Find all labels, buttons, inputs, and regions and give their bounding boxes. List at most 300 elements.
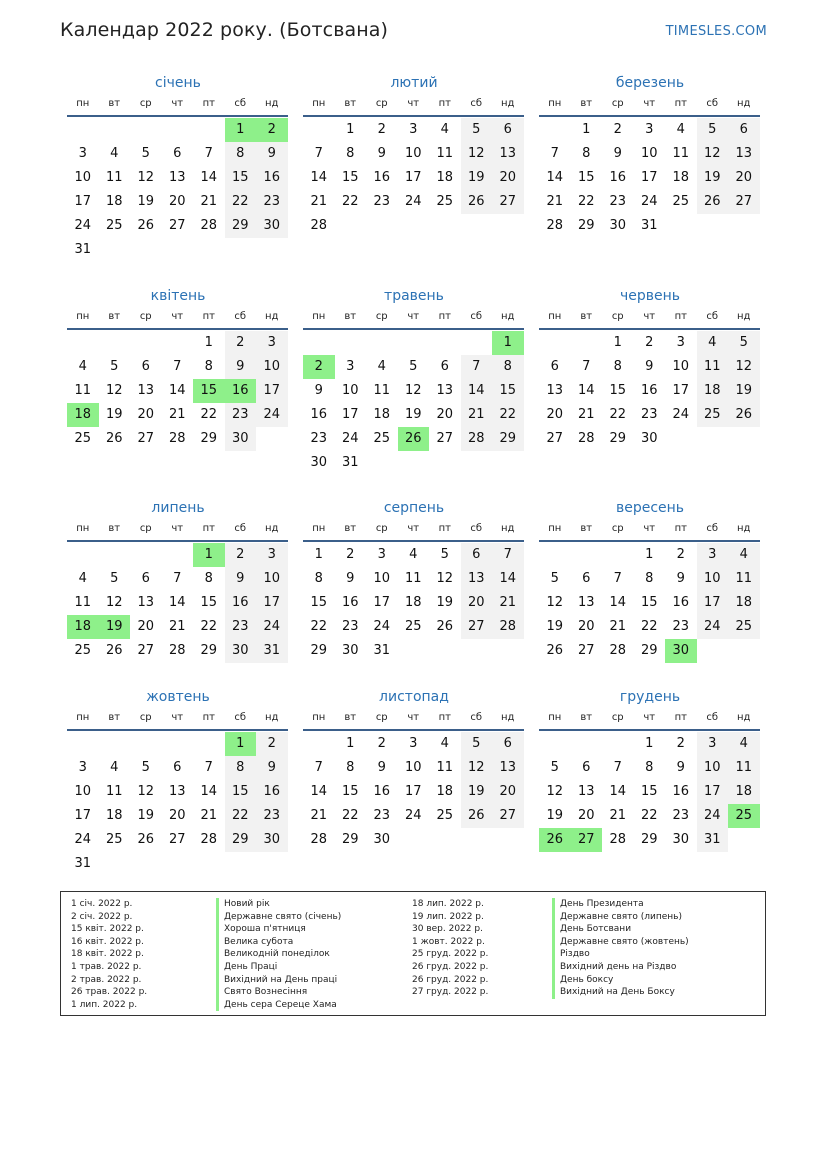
day-cell[interactable]: 15 — [225, 780, 257, 804]
day-cell[interactable]: 16 — [256, 166, 288, 190]
day-cell[interactable]: 15 — [310, 595, 328, 610]
day-cell[interactable]: 25 — [697, 403, 729, 427]
day-cell[interactable]: 20 — [546, 407, 564, 422]
day-cell[interactable]: 5 — [550, 760, 559, 775]
day-cell[interactable]: 24 — [640, 194, 658, 209]
day-cell[interactable]: 7 — [314, 146, 323, 161]
day-cell[interactable]: 22 — [200, 619, 218, 634]
day-cell[interactable]: 12 — [697, 142, 729, 166]
day-cell[interactable]: 6 — [440, 359, 449, 374]
day-cell[interactable]: 21 — [492, 591, 524, 615]
day-cell[interactable]: 14 — [310, 784, 328, 799]
day-cell[interactable]: 18 — [728, 591, 760, 615]
day-cell[interactable]: 24 — [74, 218, 92, 233]
day-cell[interactable]: 17 — [697, 591, 729, 615]
day-cell[interactable]: 12 — [461, 756, 493, 780]
day-cell[interactable]: 9 — [377, 760, 386, 775]
day-cell[interactable]: 7 — [173, 359, 182, 374]
day-cell[interactable]: 6 — [141, 571, 150, 586]
day-cell[interactable]: 1 — [193, 543, 225, 567]
day-cell[interactable]: 24 — [256, 615, 288, 639]
day-cell[interactable]: 30 — [310, 455, 328, 470]
day-cell[interactable]: 1 — [346, 736, 355, 751]
day-cell[interactable]: 1 — [225, 732, 257, 756]
day-cell[interactable]: 24 — [697, 804, 729, 828]
day-cell[interactable]: 26 — [728, 403, 760, 427]
day-cell[interactable]: 10 — [697, 567, 729, 591]
day-cell[interactable]: 15 — [341, 170, 359, 185]
day-cell[interactable]: 1 — [613, 335, 622, 350]
day-cell[interactable]: 19 — [461, 780, 493, 804]
day-cell[interactable]: 5 — [697, 118, 729, 142]
day-cell[interactable]: 11 — [672, 146, 690, 161]
day-cell[interactable]: 11 — [436, 760, 454, 775]
day-cell[interactable]: 14 — [577, 383, 595, 398]
day-cell[interactable]: 3 — [377, 547, 386, 562]
day-cell[interactable]: 23 — [310, 431, 328, 446]
day-cell[interactable]: 10 — [256, 355, 288, 379]
day-cell[interactable]: 18 — [728, 780, 760, 804]
day-cell[interactable]: 30 — [341, 643, 359, 658]
day-cell[interactable]: 5 — [110, 359, 119, 374]
day-cell[interactable]: 25 — [74, 431, 92, 446]
day-cell[interactable]: 11 — [404, 571, 422, 586]
day-cell[interactable]: 12 — [105, 595, 123, 610]
day-cell[interactable]: 29 — [640, 832, 658, 847]
day-cell[interactable]: 17 — [256, 379, 288, 403]
day-cell[interactable]: 26 — [398, 427, 430, 451]
day-cell[interactable]: 30 — [640, 431, 658, 446]
day-cell[interactable]: 5 — [141, 146, 150, 161]
day-cell[interactable]: 25 — [373, 431, 391, 446]
day-cell[interactable]: 2 — [676, 547, 685, 562]
day-cell[interactable]: 27 — [436, 431, 454, 446]
day-cell[interactable]: 1 — [314, 547, 323, 562]
day-cell[interactable]: 21 — [168, 407, 186, 422]
day-cell[interactable]: 21 — [461, 403, 493, 427]
day-cell[interactable]: 20 — [728, 166, 760, 190]
day-cell[interactable]: 1 — [492, 331, 524, 355]
day-cell[interactable]: 12 — [546, 595, 564, 610]
day-cell[interactable]: 19 — [461, 166, 493, 190]
day-cell[interactable]: 20 — [137, 407, 155, 422]
day-cell[interactable]: 6 — [173, 146, 182, 161]
day-cell[interactable]: 24 — [697, 615, 729, 639]
day-cell[interactable]: 5 — [461, 118, 493, 142]
day-cell[interactable]: 26 — [137, 832, 155, 847]
day-cell[interactable]: 22 — [310, 619, 328, 634]
day-cell[interactable]: 15 — [640, 595, 658, 610]
day-cell[interactable]: 3 — [409, 736, 418, 751]
day-cell[interactable]: 5 — [110, 571, 119, 586]
day-cell[interactable]: 23 — [672, 808, 690, 823]
day-cell[interactable]: 15 — [341, 784, 359, 799]
day-cell[interactable]: 7 — [204, 760, 213, 775]
day-cell[interactable]: 30 — [672, 832, 690, 847]
day-cell[interactable]: 29 — [200, 643, 218, 658]
day-cell[interactable]: 17 — [256, 591, 288, 615]
day-cell[interactable]: 19 — [546, 808, 564, 823]
day-cell[interactable]: 28 — [310, 218, 328, 233]
day-cell[interactable]: 4 — [676, 122, 685, 137]
day-cell[interactable]: 7 — [314, 760, 323, 775]
day-cell[interactable]: 27 — [168, 832, 186, 847]
day-cell[interactable]: 4 — [728, 543, 760, 567]
day-cell[interactable]: 13 — [577, 784, 595, 799]
day-cell[interactable]: 14 — [461, 379, 493, 403]
day-cell[interactable]: 15 — [609, 383, 627, 398]
day-cell[interactable]: 27 — [137, 643, 155, 658]
day-cell[interactable]: 4 — [728, 732, 760, 756]
day-cell[interactable]: 10 — [404, 760, 422, 775]
day-cell[interactable]: 13 — [461, 567, 493, 591]
day-cell[interactable]: 10 — [373, 571, 391, 586]
day-cell[interactable]: 12 — [546, 784, 564, 799]
day-cell[interactable]: 8 — [225, 142, 257, 166]
day-cell[interactable]: 14 — [200, 784, 218, 799]
day-cell[interactable]: 9 — [256, 142, 288, 166]
day-cell[interactable]: 6 — [492, 732, 524, 756]
day-cell[interactable]: 7 — [173, 571, 182, 586]
day-cell[interactable]: 25 — [436, 808, 454, 823]
day-cell[interactable]: 26 — [461, 190, 493, 214]
day-cell[interactable]: 20 — [461, 591, 493, 615]
day-cell[interactable]: 27 — [137, 431, 155, 446]
day-cell[interactable]: 16 — [640, 383, 658, 398]
day-cell[interactable]: 28 — [609, 643, 627, 658]
day-cell[interactable]: 2 — [613, 122, 622, 137]
day-cell[interactable]: 15 — [492, 379, 524, 403]
day-cell[interactable]: 4 — [440, 736, 449, 751]
day-cell[interactable]: 26 — [461, 804, 493, 828]
day-cell[interactable]: 10 — [672, 359, 690, 374]
day-cell[interactable]: 22 — [200, 407, 218, 422]
day-cell[interactable]: 26 — [697, 190, 729, 214]
day-cell[interactable]: 16 — [373, 784, 391, 799]
day-cell[interactable]: 5 — [461, 732, 493, 756]
day-cell[interactable]: 29 — [225, 214, 257, 238]
day-cell[interactable]: 8 — [346, 146, 355, 161]
day-cell[interactable]: 8 — [225, 756, 257, 780]
day-cell[interactable]: 24 — [404, 194, 422, 209]
day-cell[interactable]: 18 — [672, 170, 690, 185]
day-cell[interactable]: 11 — [697, 355, 729, 379]
day-cell[interactable]: 16 — [672, 784, 690, 799]
day-cell[interactable]: 4 — [377, 359, 386, 374]
day-cell[interactable]: 14 — [609, 784, 627, 799]
day-cell[interactable]: 4 — [110, 760, 119, 775]
day-cell[interactable]: 9 — [676, 760, 685, 775]
day-cell[interactable]: 8 — [645, 571, 654, 586]
day-cell[interactable]: 18 — [105, 808, 123, 823]
day-cell[interactable]: 5 — [550, 571, 559, 586]
day-cell[interactable]: 15 — [200, 595, 218, 610]
day-cell[interactable]: 25 — [105, 832, 123, 847]
day-cell[interactable]: 22 — [225, 804, 257, 828]
day-cell[interactable]: 11 — [728, 567, 760, 591]
day-cell[interactable]: 21 — [168, 619, 186, 634]
day-cell[interactable]: 17 — [404, 170, 422, 185]
day-cell[interactable]: 22 — [640, 619, 658, 634]
day-cell[interactable]: 23 — [373, 808, 391, 823]
day-cell[interactable]: 11 — [105, 170, 123, 185]
day-cell[interactable]: 31 — [341, 455, 359, 470]
day-cell[interactable]: 18 — [404, 595, 422, 610]
day-cell[interactable]: 19 — [137, 808, 155, 823]
day-cell[interactable]: 16 — [609, 170, 627, 185]
day-cell[interactable]: 15 — [577, 170, 595, 185]
day-cell[interactable]: 17 — [404, 784, 422, 799]
day-cell[interactable]: 8 — [346, 760, 355, 775]
day-cell[interactable]: 23 — [341, 619, 359, 634]
day-cell[interactable]: 20 — [168, 194, 186, 209]
day-cell[interactable]: 7 — [582, 359, 591, 374]
day-cell[interactable]: 2 — [303, 355, 335, 379]
day-cell[interactable]: 1 — [645, 736, 654, 751]
day-cell[interactable]: 9 — [676, 571, 685, 586]
day-cell[interactable]: 30 — [225, 639, 257, 663]
day-cell[interactable]: 8 — [492, 355, 524, 379]
day-cell[interactable]: 22 — [640, 808, 658, 823]
day-cell[interactable]: 13 — [168, 784, 186, 799]
day-cell[interactable]: 25 — [728, 615, 760, 639]
day-cell[interactable]: 18 — [373, 407, 391, 422]
day-cell[interactable]: 11 — [373, 383, 391, 398]
day-cell[interactable]: 21 — [609, 619, 627, 634]
day-cell[interactable]: 26 — [436, 619, 454, 634]
day-cell[interactable]: 20 — [577, 808, 595, 823]
day-cell[interactable]: 14 — [492, 567, 524, 591]
day-cell[interactable]: 26 — [105, 643, 123, 658]
day-cell[interactable]: 29 — [225, 828, 257, 852]
day-cell[interactable]: 11 — [728, 756, 760, 780]
day-cell[interactable]: 14 — [200, 170, 218, 185]
day-cell[interactable]: 1 — [645, 547, 654, 562]
day-cell[interactable]: 29 — [492, 427, 524, 451]
day-cell[interactable]: 18 — [436, 784, 454, 799]
day-cell[interactable]: 10 — [341, 383, 359, 398]
day-cell[interactable]: 24 — [672, 407, 690, 422]
day-cell[interactable]: 31 — [256, 639, 288, 663]
day-cell[interactable]: 3 — [645, 122, 654, 137]
day-cell[interactable]: 28 — [310, 832, 328, 847]
day-cell[interactable]: 8 — [582, 146, 591, 161]
day-cell[interactable]: 10 — [640, 146, 658, 161]
day-cell[interactable]: 19 — [436, 595, 454, 610]
day-cell[interactable]: 18 — [67, 403, 99, 427]
day-cell[interactable]: 22 — [609, 407, 627, 422]
day-cell[interactable]: 5 — [440, 547, 449, 562]
day-cell[interactable]: 20 — [492, 166, 524, 190]
day-cell[interactable]: 8 — [613, 359, 622, 374]
day-cell[interactable]: 30 — [256, 214, 288, 238]
day-cell[interactable]: 30 — [256, 828, 288, 852]
day-cell[interactable]: 18 — [105, 194, 123, 209]
day-cell[interactable]: 2 — [256, 732, 288, 756]
day-cell[interactable]: 21 — [310, 808, 328, 823]
day-cell[interactable]: 28 — [461, 427, 493, 451]
day-cell[interactable]: 10 — [256, 567, 288, 591]
day-cell[interactable]: 24 — [341, 431, 359, 446]
day-cell[interactable]: 27 — [571, 828, 603, 852]
day-cell[interactable]: 14 — [168, 383, 186, 398]
day-cell[interactable]: 5 — [728, 331, 760, 355]
day-cell[interactable]: 21 — [310, 194, 328, 209]
day-cell[interactable]: 31 — [74, 856, 92, 871]
day-cell[interactable]: 6 — [728, 118, 760, 142]
day-cell[interactable]: 3 — [346, 359, 355, 374]
day-cell[interactable]: 21 — [200, 194, 218, 209]
day-cell[interactable]: 9 — [314, 383, 323, 398]
day-cell[interactable]: 3 — [697, 732, 729, 756]
day-cell[interactable]: 17 — [341, 407, 359, 422]
day-cell[interactable]: 21 — [609, 808, 627, 823]
day-cell[interactable]: 22 — [341, 194, 359, 209]
day-cell[interactable]: 20 — [577, 619, 595, 634]
day-cell[interactable]: 22 — [225, 190, 257, 214]
day-cell[interactable]: 29 — [200, 431, 218, 446]
day-cell[interactable]: 13 — [728, 142, 760, 166]
day-cell[interactable]: 2 — [676, 736, 685, 751]
day-cell[interactable]: 29 — [577, 218, 595, 233]
day-cell[interactable]: 16 — [256, 780, 288, 804]
day-cell[interactable]: 9 — [225, 355, 257, 379]
day-cell[interactable]: 23 — [225, 615, 257, 639]
day-cell[interactable]: 7 — [461, 355, 493, 379]
day-cell[interactable]: 11 — [436, 146, 454, 161]
day-cell[interactable]: 28 — [546, 218, 564, 233]
day-cell[interactable]: 9 — [346, 571, 355, 586]
day-cell[interactable]: 12 — [137, 170, 155, 185]
day-cell[interactable]: 13 — [577, 595, 595, 610]
day-cell[interactable]: 28 — [200, 218, 218, 233]
day-cell[interactable]: 2 — [225, 543, 257, 567]
day-cell[interactable]: 9 — [377, 146, 386, 161]
day-cell[interactable]: 7 — [613, 760, 622, 775]
day-cell[interactable]: 26 — [137, 218, 155, 233]
day-cell[interactable]: 9 — [225, 567, 257, 591]
day-cell[interactable]: 27 — [577, 643, 595, 658]
day-cell[interactable]: 6 — [492, 118, 524, 142]
day-cell[interactable]: 3 — [256, 331, 288, 355]
day-cell[interactable]: 23 — [256, 190, 288, 214]
day-cell[interactable]: 30 — [373, 832, 391, 847]
day-cell[interactable]: 5 — [141, 760, 150, 775]
day-cell[interactable]: 14 — [168, 595, 186, 610]
day-cell[interactable]: 26 — [539, 828, 571, 852]
day-cell[interactable]: 31 — [373, 643, 391, 658]
day-cell[interactable]: 7 — [204, 146, 213, 161]
day-cell[interactable]: 28 — [200, 832, 218, 847]
brand-link[interactable]: TIMESLES.COM — [665, 24, 767, 39]
day-cell[interactable]: 7 — [613, 571, 622, 586]
day-cell[interactable]: 4 — [110, 146, 119, 161]
day-cell[interactable]: 16 — [310, 407, 328, 422]
day-cell[interactable]: 27 — [546, 431, 564, 446]
day-cell[interactable]: 24 — [74, 832, 92, 847]
day-cell[interactable]: 13 — [168, 170, 186, 185]
day-cell[interactable]: 21 — [577, 407, 595, 422]
day-cell[interactable]: 9 — [645, 359, 654, 374]
day-cell[interactable]: 13 — [546, 383, 564, 398]
day-cell[interactable]: 16 — [672, 595, 690, 610]
day-cell[interactable]: 10 — [404, 146, 422, 161]
day-cell[interactable]: 20 — [436, 407, 454, 422]
day-cell[interactable]: 4 — [697, 331, 729, 355]
day-cell[interactable]: 6 — [550, 359, 559, 374]
day-cell[interactable]: 4 — [78, 359, 87, 374]
day-cell[interactable]: 17 — [373, 595, 391, 610]
day-cell[interactable]: 3 — [78, 760, 87, 775]
day-cell[interactable]: 16 — [225, 379, 257, 403]
day-cell[interactable]: 27 — [461, 615, 493, 639]
day-cell[interactable]: 18 — [436, 170, 454, 185]
day-cell[interactable]: 3 — [409, 122, 418, 137]
day-cell[interactable]: 18 — [697, 379, 729, 403]
day-cell[interactable]: 9 — [256, 756, 288, 780]
day-cell[interactable]: 19 — [546, 619, 564, 634]
day-cell[interactable]: 23 — [373, 194, 391, 209]
day-cell[interactable]: 6 — [173, 760, 182, 775]
day-cell[interactable]: 1 — [225, 118, 257, 142]
day-cell[interactable]: 15 — [640, 784, 658, 799]
day-cell[interactable]: 25 — [436, 194, 454, 209]
day-cell[interactable]: 6 — [582, 760, 591, 775]
day-cell[interactable]: 12 — [137, 784, 155, 799]
day-cell[interactable]: 12 — [436, 571, 454, 586]
day-cell[interactable]: 30 — [665, 639, 697, 663]
day-cell[interactable]: 17 — [74, 194, 92, 209]
day-cell[interactable]: 17 — [640, 170, 658, 185]
day-cell[interactable]: 3 — [676, 335, 685, 350]
day-cell[interactable]: 8 — [645, 760, 654, 775]
day-cell[interactable]: 16 — [341, 595, 359, 610]
day-cell[interactable]: 24 — [373, 619, 391, 634]
day-cell[interactable]: 4 — [440, 122, 449, 137]
day-cell[interactable]: 29 — [341, 832, 359, 847]
day-cell[interactable]: 2 — [377, 122, 386, 137]
day-cell[interactable]: 28 — [492, 615, 524, 639]
day-cell[interactable]: 1 — [204, 335, 213, 350]
day-cell[interactable]: 14 — [546, 170, 564, 185]
day-cell[interactable]: 21 — [546, 194, 564, 209]
day-cell[interactable]: 3 — [256, 543, 288, 567]
day-cell[interactable]: 20 — [137, 619, 155, 634]
day-cell[interactable]: 1 — [346, 122, 355, 137]
day-cell[interactable]: 12 — [105, 383, 123, 398]
day-cell[interactable]: 7 — [550, 146, 559, 161]
day-cell[interactable]: 19 — [105, 407, 123, 422]
day-cell[interactable]: 31 — [697, 828, 729, 852]
day-cell[interactable]: 2 — [645, 335, 654, 350]
day-cell[interactable]: 15 — [193, 379, 225, 403]
day-cell[interactable]: 12 — [404, 383, 422, 398]
day-cell[interactable]: 14 — [609, 595, 627, 610]
day-cell[interactable]: 5 — [409, 359, 418, 374]
day-cell[interactable]: 7 — [492, 543, 524, 567]
day-cell[interactable]: 15 — [225, 166, 257, 190]
day-cell[interactable]: 19 — [697, 166, 729, 190]
day-cell[interactable]: 22 — [492, 403, 524, 427]
day-cell[interactable]: 8 — [204, 359, 213, 374]
day-cell[interactable]: 13 — [492, 142, 524, 166]
day-cell[interactable]: 13 — [137, 595, 155, 610]
day-cell[interactable]: 10 — [74, 170, 92, 185]
day-cell[interactable]: 27 — [728, 190, 760, 214]
day-cell[interactable]: 17 — [74, 808, 92, 823]
day-cell[interactable]: 23 — [256, 804, 288, 828]
day-cell[interactable]: 23 — [609, 194, 627, 209]
